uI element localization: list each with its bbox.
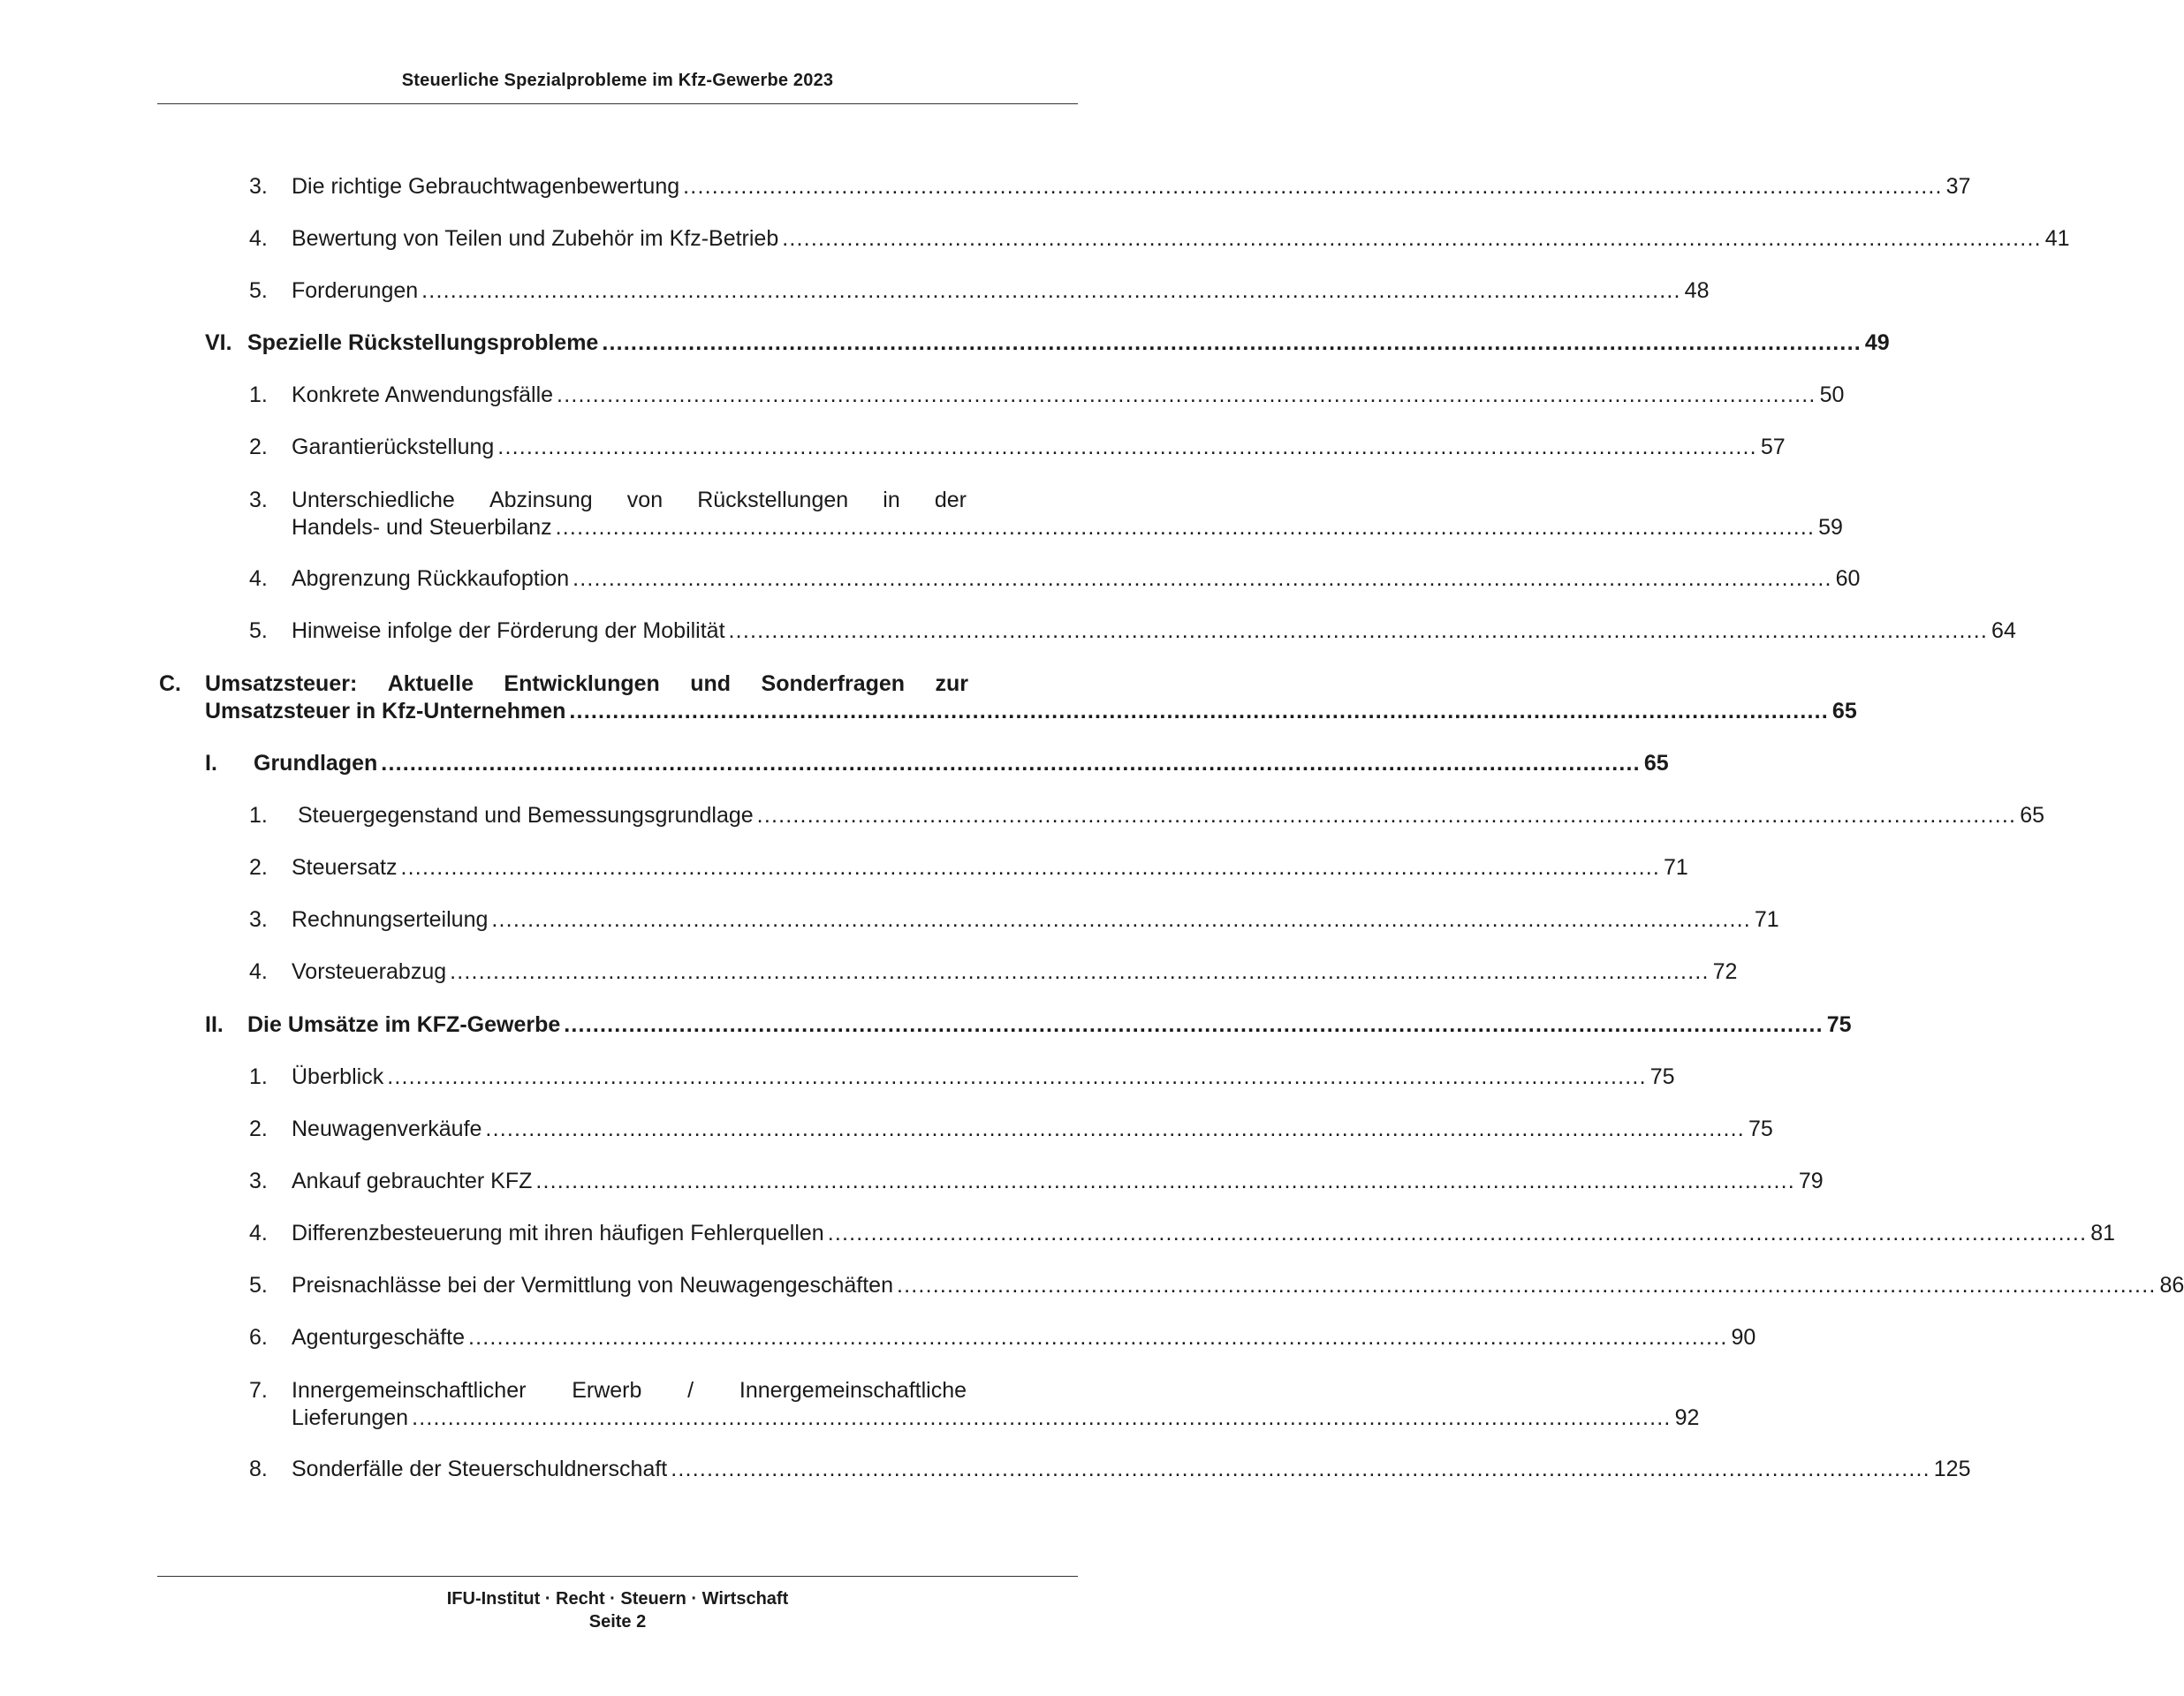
leader-dots: ............................................................................................................................................................................... [756,803,2017,828]
footer-institute: IFU-Institut · Recht · Steuern · Wirtschaft [446,1589,789,1609]
toc-entry-title-line2: Umsatzsteuer in Kfz-Unternehmen [205,699,566,723]
toc-entry-title: Abgrenzung Rückkaufoption [292,566,570,591]
toc-entry-number: 2. [249,855,268,880]
toc-entry-page: 65 [1831,699,1857,723]
toc-entry-number: 4. [249,1221,268,1246]
toc-entry-page: 75 [1748,1117,1773,1141]
toc-entry-number: 3. [249,1169,268,1193]
toc-entry-page: 86 [2159,1273,2184,1298]
toc-entry-page: 71 [1754,907,1779,932]
toc-section-entry[interactable] [205,329,1890,357]
leader-dots: ............................................................................................................................................................................... [602,330,1862,355]
toc-entry-title-line2: Lieferungen [292,1405,409,1430]
toc-entry-title: Forderungen [292,278,419,303]
toc-entry-page: 64 [1991,618,2016,643]
leader-dots: ............................................................................................................................................................................... [381,751,1641,776]
toc-entry-page: 90 [1731,1325,1756,1350]
toc-entry[interactable] [249,382,1845,409]
toc-entry-title: Rechnungserteilung [292,907,489,932]
page-header-title: Steuerliche Spezialprobleme im Kfz-Gewerbe 2023 [401,71,834,90]
toc-entry-number: 4. [249,959,268,984]
toc-entry-title: Grundlagen [254,751,378,776]
leader-dots: ............................................................................................................................................................................... [573,566,1832,591]
toc-entry-title: Agenturgeschäfte [292,1325,465,1350]
leader-dots: ............................................................................................................................................................................... [535,1169,1795,1193]
toc-entry-number: 4. [249,566,268,591]
toc-entry-title: Steuergegenstand und Bemessungsgrundlage [298,803,754,828]
leader-dots: ............................................................................................................................................................................... [728,618,1989,643]
leader-dots: ............................................................................................................................................................................... [491,907,1751,932]
leader-dots: ............................................................................................................................................................................... [387,1064,1647,1089]
leader-dots: ............................................................................................................................................................................... [557,382,1816,407]
toc-entry[interactable] [249,565,1861,593]
leader-dots: ............................................................................................................................................................................... [782,226,2042,251]
toc-entry-number: 5. [249,618,268,643]
toc-entry-page: 75 [1826,1012,1852,1037]
leader-dots: ............................................................................................................................................................................... [450,959,1710,984]
toc-entry-page: 48 [1684,278,1710,303]
toc-entry-number: 7. [249,1378,268,1403]
leader-dots: ............................................................................................................................................................................... [827,1221,2088,1246]
toc-entry-title: Hinweise infolge der Förderung der Mobilität [292,618,725,643]
toc-entry-title: Ankauf gebrauchter KFZ [292,1169,533,1193]
toc-entry-page: 50 [1819,382,1845,407]
toc-entry-number: 5. [249,278,268,303]
toc-entry-title-line2: Handels- und Steuerbilanz [292,515,552,540]
toc-entry[interactable] [249,1116,1773,1143]
toc-entry-page: 81 [2090,1221,2116,1246]
toc-entry-number: 4. [249,226,268,251]
toc-entry-page: 65 [2020,803,2044,828]
toc-entry-number: 3. [249,174,268,199]
leader-dots: ............................................................................................................................................................................... [412,1405,1672,1430]
toc-entry-number: I. [205,751,217,776]
toc-entry-number: 2. [249,1117,268,1141]
toc-entry[interactable] [249,1324,1756,1352]
leader-dots: ............................................................................................................................................................................... [555,515,1816,540]
toc-entry-number: 5. [249,1273,268,1298]
toc-entry-title: Differenzbesteuerung mit ihren häufigen Fehlerquellen [292,1221,824,1246]
page-number: Seite 2 [588,1612,647,1632]
toc-entry-page: 37 [1945,174,1971,199]
toc-entry-number: 3. [249,907,268,932]
toc-entry-title: Vorsteuerabzug [292,959,447,984]
toc-entry-title-line1: Innergemeinschaftlicher Erwerb / Innergemeinschaftliche [292,1378,967,1403]
toc-entry[interactable] [249,1064,1675,1091]
toc-entry-page: 57 [1760,435,1786,459]
toc-entry-number: 1. [249,803,268,828]
toc-entry[interactable] [249,958,1738,986]
toc-entry-number: II. [205,1012,224,1037]
toc-entry-number: 1. [249,382,268,407]
toc-entry-title-line1: Unterschiedliche Abzinsung von Rückstellungen in der [292,488,967,512]
toc-entry[interactable] [249,617,2016,645]
toc-entry-page: 59 [1818,515,1843,540]
toc-entry-title: Neuwagenverkäufe [292,1117,482,1141]
toc-entry-number: C. [159,671,181,696]
toc-entry-number: 6. [249,1325,268,1350]
toc-section-entry[interactable] [205,1011,1852,1039]
leader-dots: ............................................................................................................................................................................... [569,699,1829,723]
leader-dots: ............................................................................................................................................................................... [400,855,1661,880]
toc-entry[interactable] [249,802,2044,829]
leader-dots: ............................................................................................................................................................................... [467,1325,1728,1350]
page-footer [157,1587,1078,1633]
toc-entry-page: 71 [1664,855,1688,880]
toc-entry-title: Steuersatz [292,855,398,880]
toc-entry-page: 60 [1835,566,1861,591]
toc-entry[interactable] [249,225,2070,253]
toc-entry[interactable] [249,1272,2184,1299]
leader-dots: ............................................................................................................................................................................... [683,174,1943,199]
toc-entry-page: 49 [1864,330,1890,355]
toc-entry[interactable] [249,1377,1700,1432]
toc-entry[interactable] [249,1220,2116,1247]
toc-entry-page: 65 [1643,751,1669,776]
leader-dots: ............................................................................................................................................................................... [671,1457,1930,1481]
toc-entry-title: Überblick [292,1064,384,1089]
toc-entry-title-line1: Umsatzsteuer: Aktuelle Entwicklungen und Sonderfragen zur [205,671,968,696]
toc-entry-page: 75 [1649,1064,1675,1089]
toc-entry[interactable] [249,487,1843,541]
toc-entry[interactable] [249,277,1710,305]
toc-entry-title: Bewertung von Teilen und Zubehör im Kfz-Betrieb [292,226,779,251]
toc-entry-title: Preisnachlässe bei der Vermittlung von Neuwagengeschäften [292,1273,893,1298]
leader-dots: ............................................................................................................................................................................... [564,1012,1824,1037]
toc-entry-number: VI. [205,330,232,355]
toc-entry[interactable] [249,1456,1971,1483]
toc-entry-title: Spezielle Rückstellungsprobleme [247,330,599,355]
toc-entry[interactable] [249,434,1786,461]
toc-entry[interactable] [249,173,1971,201]
leader-dots: ............................................................................................................................................................................... [421,278,1681,303]
toc-entry-page: 79 [1798,1169,1824,1193]
leader-dots: ............................................................................................................................................................................... [497,435,1757,459]
toc-entry-title: Sonderfälle der Steuerschuldnerschaft [292,1457,668,1481]
toc-entry-number: 3. [249,488,268,512]
toc-entry-page: 72 [1712,959,1738,984]
toc-entry-number: 2. [249,435,268,459]
toc-entry-number: 1. [249,1064,268,1089]
toc-entry[interactable] [249,854,1688,882]
toc-entry-page: 41 [2044,226,2070,251]
toc-entry[interactable] [249,906,1779,934]
toc-entry[interactable] [249,1168,1824,1195]
footer-divider [157,1576,1078,1577]
toc-section-entry[interactable] [205,750,1669,777]
toc-entry-title: Garantierückstellung [292,435,495,459]
toc-entry-title: Die Umsätze im KFZ-Gewerbe [247,1012,561,1037]
leader-dots: ............................................................................................................................................................................... [896,1273,2157,1298]
toc-entry-page: 125 [1933,1457,1971,1481]
toc-entry-number: 8. [249,1457,268,1481]
toc-entry-title: Konkrete Anwendungsfälle [292,382,554,407]
leader-dots: ............................................................................................................................................................................... [485,1117,1745,1141]
toc-entry-title: Die richtige Gebrauchtwagenbewertung [292,174,680,199]
toc-chapter-entry[interactable] [159,670,1857,725]
toc-entry-page: 92 [1674,1405,1700,1430]
